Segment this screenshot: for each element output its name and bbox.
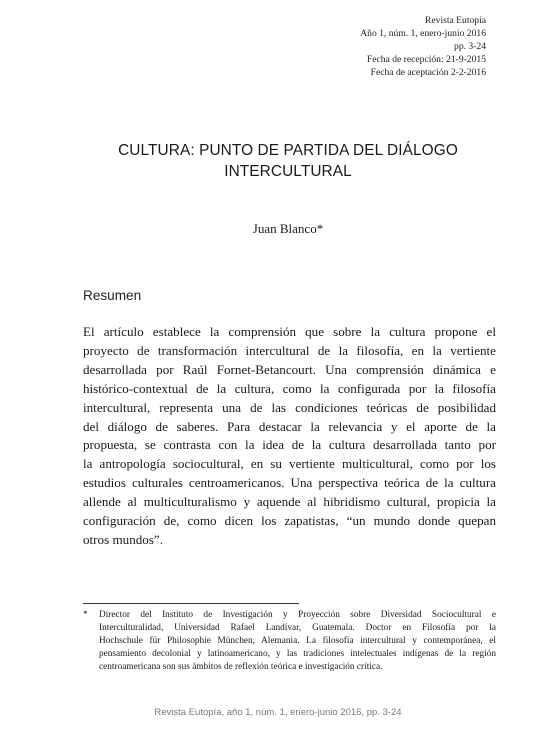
abstract-line: allende al multiculturalismo y aquende al hibridismo cultural, propicia la — [83, 494, 496, 510]
footnote-text — [99, 609, 496, 674]
footnote-line: pensamiento decolonial y latinoamericano, y las tradiciones intelectuales indígenas de la región — [99, 648, 496, 659]
abstract-line: intercultural, representa una de las condiciones teóricas de posibilidad — [83, 399, 496, 415]
article-author: Juan Blanco* — [252, 221, 324, 236]
accepted-date: Fecha de aceptación 2-2-2016 — [370, 67, 486, 78]
footnote-line: Hochschule für Philosophie München, Alemania. La filosofía intercultural y contemporánea, el — [99, 635, 496, 646]
abstract-line: del diálogo de saberes. Para destacar la relevancia y el aporte de la — [83, 418, 496, 434]
footnote-marker: * — [83, 610, 88, 620]
abstract-line: propuesta, se contrasta con la idea de la cultura desarrollada tanto por — [83, 437, 496, 453]
abstract-line: la antropología sociocultural, en su vertiente multicultural, como por los — [83, 456, 496, 472]
received-date: Fecha de recepción: 21-9-2015 — [366, 54, 486, 65]
abstract-line: histórico-contextual de la cultura, como la configurada por la filosofía — [83, 380, 496, 396]
page-footer: Revista Eutopía, año 1, núm. 1, enero-junio 2016, pp. 3-24 — [154, 707, 402, 718]
abstract-heading: Resumen — [83, 288, 142, 303]
article-title-line: CULTURA: PUNTO DE PARTIDA DEL DIÁLOGO — [118, 142, 458, 159]
journal-name: Revista Eutopía — [424, 15, 486, 26]
journal-pages: pp. 3-24 — [454, 41, 486, 52]
footnote-line: centroamericana son sus ámbitos de reflexión teórica e investigación crítica. — [99, 661, 383, 672]
author-footnote — [83, 609, 496, 674]
footnote-line: Interculturalidad, Universidad Rafael Landívar, Guatemala. Doctor en Filosofía por la — [99, 622, 496, 633]
abstract-line: El artículo establece la comprensión que sobre la cultura propone el — [83, 324, 496, 339]
abstract-line: proyecto de transformación intercultural de la filosofía, en la vertiente — [83, 342, 496, 358]
abstract-line: configuración de, como dicen los zapatistas, “un mundo donde quepan — [83, 513, 496, 529]
abstract-line: estudios culturales centroamericanos. Una perspectiva teórica de la cultura — [83, 475, 496, 491]
article-title-line: INTERCULTURAL — [224, 163, 352, 180]
journal-issue: Año 1, núm. 1, enero-junio 2016 — [360, 28, 486, 39]
article-title — [60, 140, 516, 182]
abstract-line: otros mundos”. — [83, 531, 164, 547]
footnote-line: Director del Instituto de Investigación y Proyección sobre Diversidad Sociocultural e — [99, 610, 496, 620]
journal-info — [236, 14, 486, 79]
footnote-divider — [83, 603, 299, 604]
abstract-line: desarrollada por Raúl Fornet-Betancourt. Una comprensión dinámica e — [83, 361, 496, 377]
abstract-body — [83, 323, 496, 550]
